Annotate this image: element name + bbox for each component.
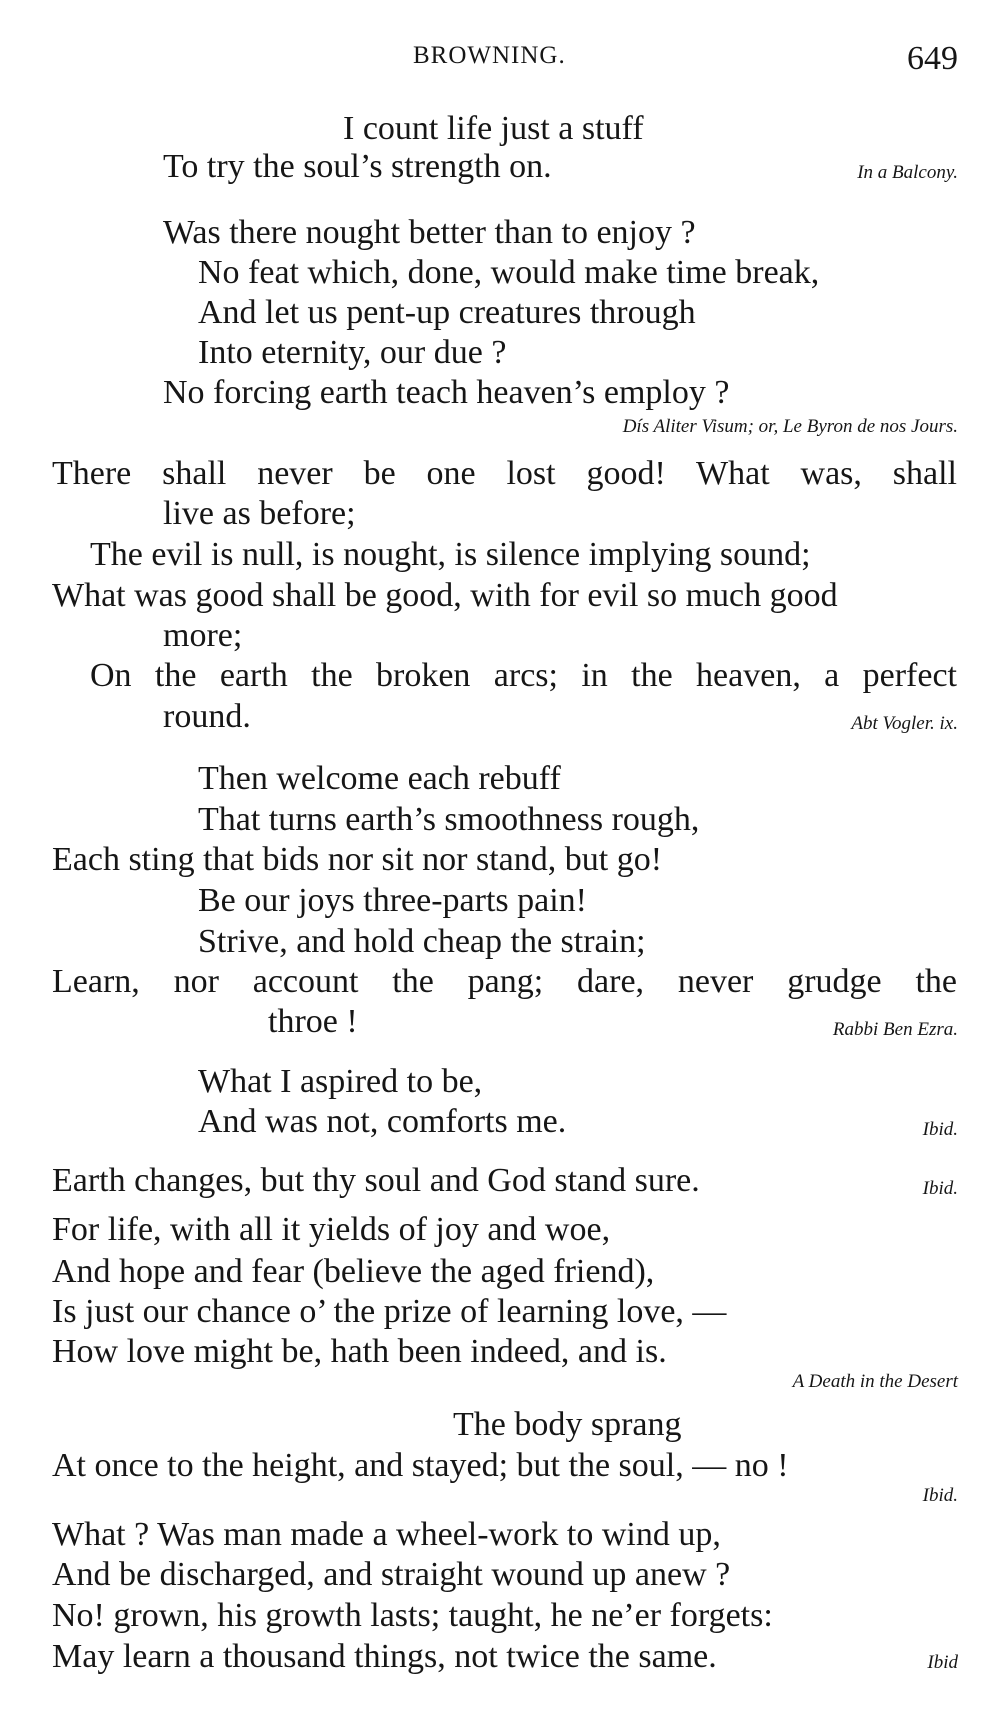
verse-line: Strive, and hold cheap the strain; xyxy=(198,923,646,960)
verse-line: How love might be, hath been indeed, and is. xyxy=(52,1333,667,1370)
verse-line: At once to the height, and stayed; but the soul, — no ! xyxy=(52,1447,789,1484)
verse-line: To try the soul’s strength on. xyxy=(163,148,552,185)
verse-line: That turns earth’s smoothness rough, xyxy=(198,801,700,838)
verse-line: Into eternity, our due ? xyxy=(198,334,507,371)
verse-line: The evil is null, is nought, is silence implying sound; xyxy=(90,536,811,573)
verse-line: Then welcome each rebuff xyxy=(198,760,561,797)
verse-line: What was good shall be good, with for evil so much good xyxy=(52,577,838,614)
attribution: Ibid xyxy=(927,1652,958,1673)
verse-line: And let us pent-up creatures through xyxy=(198,294,696,331)
verse-line: Earth changes, but thy soul and God stand sure. xyxy=(52,1162,700,1199)
attribution: Ibid. xyxy=(922,1178,958,1199)
attribution: Rabbi Ben Ezra. xyxy=(832,1019,958,1040)
verse-line: On the earth the broken arcs; in the heaven, a perfect xyxy=(90,657,957,694)
verse-line: Was there nought better than to enjoy ? xyxy=(163,214,696,251)
verse-line: The body sprang xyxy=(453,1406,682,1443)
verse-line: round. xyxy=(163,698,251,735)
verse-line: What ? Was man made a wheel-work to wind up, xyxy=(52,1516,721,1553)
verse-line: Is just our chance o’ the prize of learning love, — xyxy=(52,1293,727,1330)
verse-line: Each sting that bids nor sit nor stand, but go! xyxy=(52,841,663,878)
attribution: In a Balcony. xyxy=(857,162,958,183)
attribution: Ibid. xyxy=(922,1119,958,1140)
verse-line: live as before; xyxy=(163,495,356,532)
verse-line: more; xyxy=(163,617,243,654)
verse-line: No feat which, done, would make time break, xyxy=(198,254,820,291)
verse-line: And be discharged, and straight wound up anew ? xyxy=(52,1556,731,1593)
running-title: BROWNING. xyxy=(413,42,566,69)
verse-line: And hope and fear (believe the aged friend), xyxy=(52,1253,655,1290)
verse-line: No forcing earth teach heaven’s employ ? xyxy=(163,374,730,411)
verse-line: Be our joys three-parts pain! xyxy=(198,882,587,919)
page-number: 649 xyxy=(907,40,958,77)
verse-line: Learn, nor account the pang; dare, never grudge the xyxy=(52,963,957,1000)
verse-line: For life, with all it yields of joy and woe, xyxy=(52,1211,611,1248)
attribution: Dís Aliter Visum; or, Le Byron de nos Jours. xyxy=(622,416,958,437)
attribution: A Death in the Desert xyxy=(792,1371,958,1392)
verse-line: throe ! xyxy=(268,1003,358,1040)
verse-line: I count life just a stuff xyxy=(343,110,644,147)
verse-line: And was not, comforts me. xyxy=(198,1103,567,1140)
verse-line: No! grown, his growth lasts; taught, he ne’er forgets: xyxy=(52,1597,773,1634)
verse-line: What I aspired to be, xyxy=(198,1063,483,1100)
attribution: Abt Vogler. ix. xyxy=(851,713,958,734)
verse-line: May learn a thousand things, not twice the same. xyxy=(52,1638,717,1675)
verse-line: There shall never be one lost good! What was, shall xyxy=(52,455,957,492)
attribution: Ibid. xyxy=(922,1485,958,1506)
